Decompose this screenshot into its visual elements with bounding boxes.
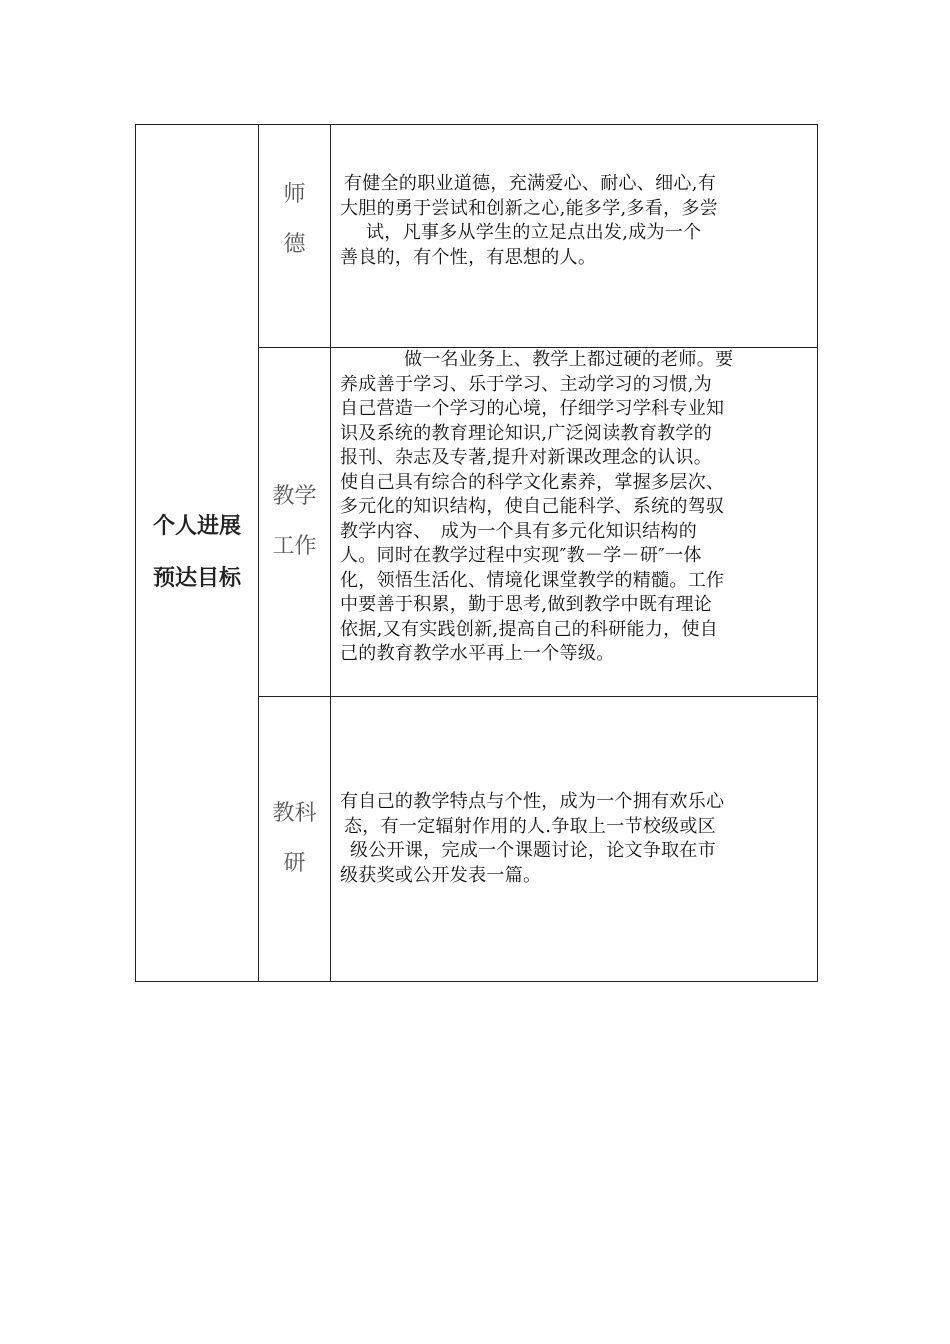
research-text xyxy=(340,790,809,888)
goals-table xyxy=(135,124,818,982)
section-title-line-2: 预达目标 xyxy=(152,566,241,591)
research-line: 级获奖或公开发表一篇。 xyxy=(340,864,542,886)
research-label-line-1: 教科 xyxy=(272,801,317,826)
research-label-line-2: 研 xyxy=(283,851,306,876)
teaching-line: 己的教育教学水平再上一个等级。 xyxy=(340,643,615,664)
teaching-line: 教学内容、 成为一个具有多元化知识结构的 xyxy=(340,520,697,542)
teaching-line: 中要善于积累，勤于思考,做到教学中既有理论 xyxy=(340,594,713,615)
ethics-line: 善良的，有个性，有思想的人。 xyxy=(340,246,597,268)
teaching-line: 多元化的知识结构，使自己能科学、系统的驾驭 xyxy=(340,496,725,517)
teaching-text-cell xyxy=(331,348,818,697)
section-title-line-1: 个人进展 xyxy=(152,514,241,539)
teaching-label xyxy=(259,472,330,572)
section-title xyxy=(136,501,258,605)
research-line: 级公开课，完成一个课题讨论，论文争取在市 xyxy=(350,840,716,861)
teaching-line: 养成善于学习、乐于学习、主动学习的习惯,为 xyxy=(340,373,713,395)
ethics-text-cell xyxy=(331,125,818,348)
ethics-label-line-1: 师 xyxy=(283,182,306,207)
teaching-line: 使自己具有综合的科学文化素养，掌握多层次、 xyxy=(340,471,725,493)
ethics-line: 有健全的职业道德，充满爱心、耐心、细心,有 xyxy=(344,173,717,194)
teaching-line: 报刊、杂志及专著,提升对新课改理念的认识。 xyxy=(340,447,713,468)
teaching-line: 依据,又有实践创新,提高自己的科研能力，使自 xyxy=(340,618,719,640)
research-line: 态，有一定辐射作用的人.争取上一节校级或区 xyxy=(344,815,717,837)
ethics-label-cell xyxy=(259,125,331,348)
teaching-line: 做一名业务上、教学上都过硬的老师。要 xyxy=(404,349,734,370)
research-text-cell xyxy=(331,697,818,982)
section-title-cell xyxy=(136,125,259,982)
research-line: 有自己的教学特点与个性，成为一个拥有欢乐心 xyxy=(340,791,725,812)
row-ethics xyxy=(136,125,818,348)
teaching-line: 自己营造一个学习的心境，仔细学习学科专业知 xyxy=(340,398,725,419)
ethics-text xyxy=(340,172,809,270)
ethics-line: 试，凡事多从学生的立足点出发,成为一个 xyxy=(366,222,702,243)
teaching-label-line-2: 工作 xyxy=(272,534,317,559)
teaching-label-cell xyxy=(259,348,331,697)
ethics-line: 大胆的勇于尝试和创新之心,能多学,多看，多尝 xyxy=(340,197,719,219)
research-label-cell xyxy=(259,697,331,982)
ethics-label-line-2: 德 xyxy=(283,232,306,257)
teaching-label-line-1: 教学 xyxy=(272,484,317,509)
teaching-line: 人。同时在教学过程中实现″教－学－研″一体 xyxy=(340,545,702,566)
teaching-line: 识及系统的教育理论知识,广泛阅读教育教学的 xyxy=(340,422,713,444)
research-label xyxy=(259,789,330,889)
teaching-text xyxy=(340,348,809,667)
ethics-label xyxy=(259,170,330,270)
teaching-line: 化，领悟生活化、情境化课堂教学的精髓。工作 xyxy=(340,569,725,591)
